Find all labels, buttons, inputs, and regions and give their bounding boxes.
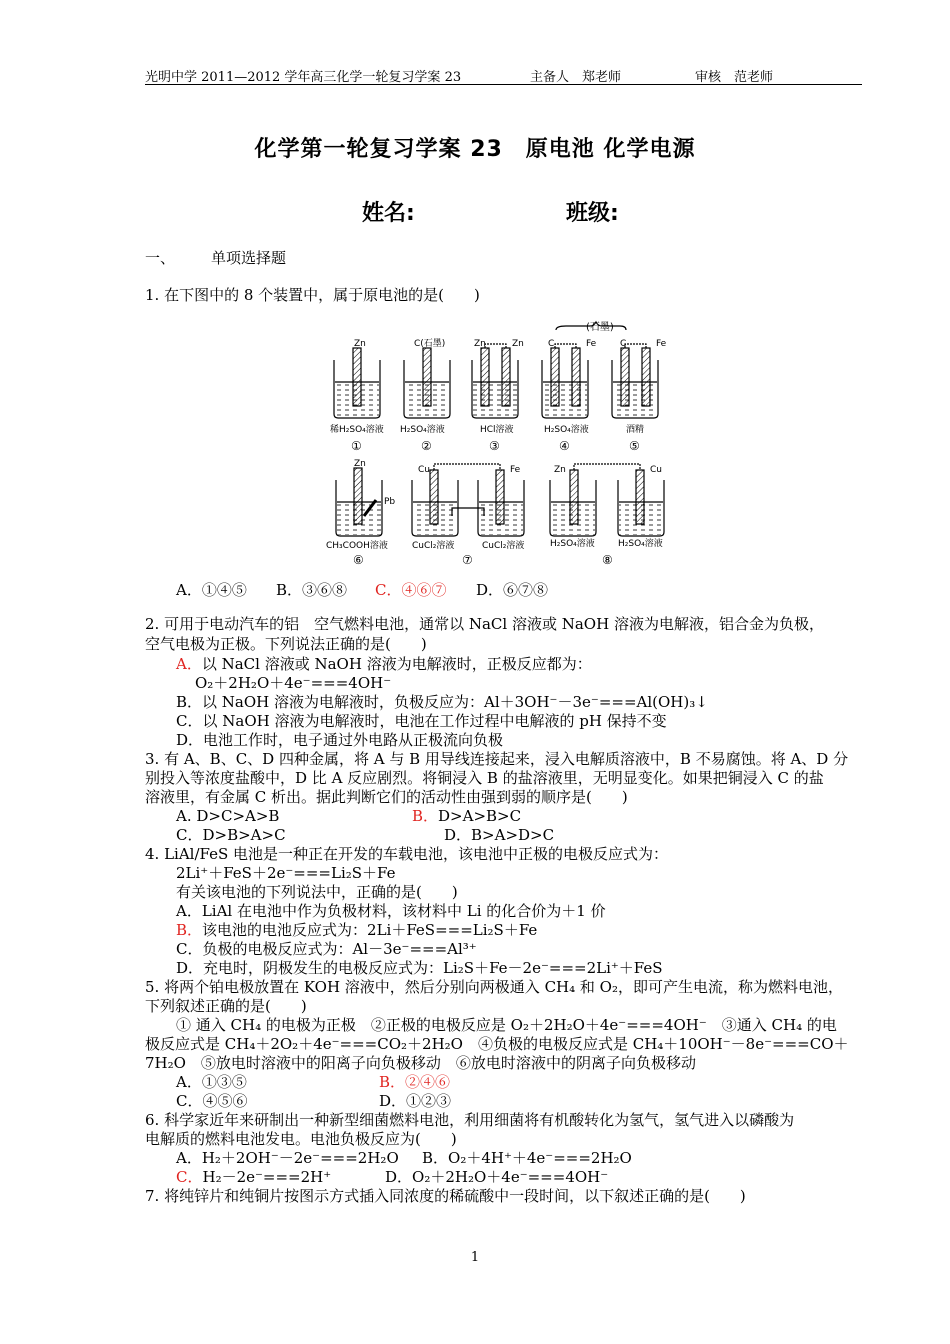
svg-text:③: ③: [489, 439, 500, 453]
q2-stem-2: 空气电极为正极。下列说法正确的是( ): [145, 635, 427, 653]
svg-text:②: ②: [421, 439, 432, 453]
page-title: 化学第一轮复习学案 23 原电池 化学电源: [254, 137, 696, 162]
q1-figure: [320, 318, 690, 568]
q2-option-c: C．以 NaOH 溶液为电解液时，电池在工作过程中电解液的 pH 保持不变: [176, 712, 667, 730]
header-preparer: 主备人 郑老师: [530, 70, 622, 85]
svg-text:⑦: ⑦: [462, 553, 473, 567]
q5-option-a: A．①③⑤: [176, 1073, 247, 1091]
q2-option-a: A．以 NaCl 溶液或 NaOH 溶液为电解液时，正极反应都为：: [176, 655, 592, 673]
q6-option-d: D．O₂＋2H₂O＋4e⁻===4OH⁻: [385, 1168, 609, 1186]
svg-text:CH₃COOH溶液: CH₃COOH溶液: [326, 541, 388, 551]
q6-option-a: A．H₂＋2OH⁻－2e⁻===2H₂O: [176, 1149, 399, 1167]
svg-text:Fe: Fe: [510, 465, 521, 475]
q4-stem: 4. LiAl/FeS 电池是一种正在开发的车载电池，该电池中正极的电极反应式为：: [145, 845, 669, 863]
q2-option-d: D．电池工作时，电子通过外电路从正极流向负极: [176, 731, 504, 749]
svg-text:Zn: Zn: [474, 339, 486, 349]
svg-text:Zn: Zn: [554, 465, 566, 475]
svg-text:④: ④: [559, 439, 570, 453]
q4-equation: 2Li⁺＋FeS＋2e⁻===Li₂S＋Fe: [176, 864, 396, 882]
q1-option-c: C．④⑥⑦: [375, 581, 447, 599]
q5-stem-2: 下列叙述正确的是( ): [145, 997, 307, 1015]
svg-text:酒精: 酒精: [626, 425, 645, 435]
svg-text:C: C: [548, 339, 555, 349]
q4-option-d: D．充电时，阴极发生的电极反应式为：Li₂S＋Fe－2e⁻===2Li⁺＋FeS: [176, 959, 663, 977]
svg-text:Fe: Fe: [586, 339, 597, 349]
q7-stem: 7. 将纯锌片和纯铜片按图示方式插入同浓度的稀硫酸中一段时间，以下叙述正确的是( ): [145, 1187, 746, 1205]
q5-statements-2: 极反应式是 CH₄＋2O₂＋4e⁻===CO₂＋2H₂O ④负极的电极反应式是 CH₄＋10OH⁻－8e⁻===CO＋: [145, 1035, 849, 1053]
svg-text:C(石墨): C(石墨): [414, 339, 446, 349]
q2-option-a-equation: O₂＋2H₂O＋4e⁻===4OH⁻: [195, 674, 392, 692]
q6-option-b: B．O₂＋4H⁺＋4e⁻===2H₂O: [422, 1149, 632, 1167]
svg-text:Cu: Cu: [650, 465, 662, 475]
q2-option-b: B．以 NaOH 溶液为电解液时，负极反应为：Al＋3OH⁻－3e⁻===Al(OH)₃↓: [176, 693, 708, 711]
svg-text:⑥: ⑥: [353, 553, 364, 567]
page-number: 1: [470, 1250, 480, 1265]
q2-stem-1: 2. 可用于电动汽车的铝 空气燃料电池，通常以 NaCl 溶液或 NaOH 溶液为电解液，铝合金为负极，: [145, 615, 824, 633]
svg-text:Zn: Zn: [512, 339, 524, 349]
q5-option-c: C．④⑤⑥: [176, 1092, 248, 1110]
q3-option-a: A. D>C>A>B: [176, 807, 280, 825]
svg-text:①: ①: [351, 439, 362, 453]
q5-option-d: D．①②③: [379, 1092, 452, 1110]
svg-text:CuCl₂溶液: CuCl₂溶液: [412, 541, 455, 551]
q5-statements-3: 7H₂O ⑤放电时溶液中的阳离子向负极移动 ⑥放电时溶液中的阴离子向负极移动: [145, 1054, 696, 1072]
beakers-row1: [334, 322, 658, 418]
svg-text:H₂SO₄溶液: H₂SO₄溶液: [544, 425, 589, 435]
svg-text:C: C: [620, 339, 627, 349]
q3-option-b: B．D>A>B>C: [412, 807, 522, 825]
q5-statements-1: ① 通入 CH₄ 的电极为正极 ②正极的电极反应是 O₂＋2H₂O＋4e⁻===4OH⁻ ③通入 CH₄ 的电: [176, 1016, 837, 1034]
svg-text:H₂SO₄溶液: H₂SO₄溶液: [400, 425, 445, 435]
svg-text:Zn: Zn: [354, 459, 366, 469]
section-number: 一、: [145, 249, 176, 267]
name-label: 姓名:: [362, 201, 415, 226]
q1-stem: 1. 在下图中的 8 个装置中，属于原电池的是( ): [145, 286, 480, 304]
svg-text:CuCl₂溶液: CuCl₂溶液: [482, 541, 525, 551]
svg-text:H₂SO₄溶液: H₂SO₄溶液: [550, 539, 595, 549]
class-label: 班级:: [566, 201, 619, 226]
svg-text:稀H₂SO₄溶液: 稀H₂SO₄溶液: [330, 425, 384, 435]
q6-stem-2: 电解质的燃料电池发电。电池负极反应为( ): [145, 1130, 457, 1148]
svg-text:HCl溶液: HCl溶液: [480, 425, 514, 435]
q4-option-c: C．负极的电极反应式为：Al－3e⁻===Al³⁺: [176, 940, 477, 958]
q3-stem-1: 3. 有 A、B、C、D 四种金属，将 A 与 B 用导线连接起来，浸入电解质溶液中，B 不易腐蚀。将 A、D 分: [145, 750, 849, 768]
q5-stem-1: 5. 将两个铂电极放置在 KOH 溶液中，然后分别向两极通入 CH₄ 和 O₂，即可产生电流，称为燃料电池，: [145, 978, 843, 996]
q1-option-a: A．①④⑤: [176, 581, 247, 599]
graphite-note: (石墨): [586, 322, 614, 333]
header-reviewer: 审核 范老师: [695, 70, 774, 85]
svg-text:⑧: ⑧: [602, 553, 613, 567]
q1-option-b: B．③⑥⑧: [276, 581, 348, 599]
header-school: 光明中学 2011—2012 学年高三化学一轮复习学案 23: [145, 70, 462, 85]
q6-option-c: C．H₂－2e⁻===2H⁺: [176, 1168, 332, 1186]
q3-option-c: C．D>B>A>C: [176, 826, 286, 844]
q6-stem-1: 6. 科学家近年来研制出一种新型细菌燃料电池，利用细菌将有机酸转化为氢气，氢气进入以磷酸为: [145, 1111, 795, 1129]
svg-text:Cu: Cu: [418, 465, 430, 475]
svg-text:H₂SO₄溶液: H₂SO₄溶液: [618, 539, 663, 549]
svg-text:Fe: Fe: [656, 339, 667, 349]
q3-stem-3: 溶液里，有金属 C 析出。据此判断它们的活动性由强到弱的顺序是( ): [145, 788, 628, 806]
page-header: [145, 64, 862, 85]
q3-option-d: D．B>A>D>C: [444, 826, 555, 844]
svg-text:Pb: Pb: [384, 497, 396, 507]
section-title: 单项选择题: [211, 249, 287, 267]
q1-option-d: D．⑥⑦⑧: [476, 581, 549, 599]
q3-stem-2: 别投入等浓度盐酸中，D 比 A 反应剧烈。将铜浸入 B 的盐溶液里，无明显变化。如果把铜浸入 C 的盐: [145, 769, 824, 787]
svg-text:Zn: Zn: [354, 339, 366, 349]
q4-option-b: B．该电池的电池反应式为：2Li＋FeS===Li₂S＋Fe: [176, 921, 538, 939]
q5-option-b: B．②④⑥: [379, 1073, 451, 1091]
svg-text:⑤: ⑤: [629, 439, 640, 453]
q4-option-a: A．LiAl 在电池中作为负极材料，该材料中 Li 的化合价为＋1 价: [176, 902, 606, 920]
q4-sub-stem: 有关该电池的下列说法中，正确的是( ): [176, 883, 458, 901]
